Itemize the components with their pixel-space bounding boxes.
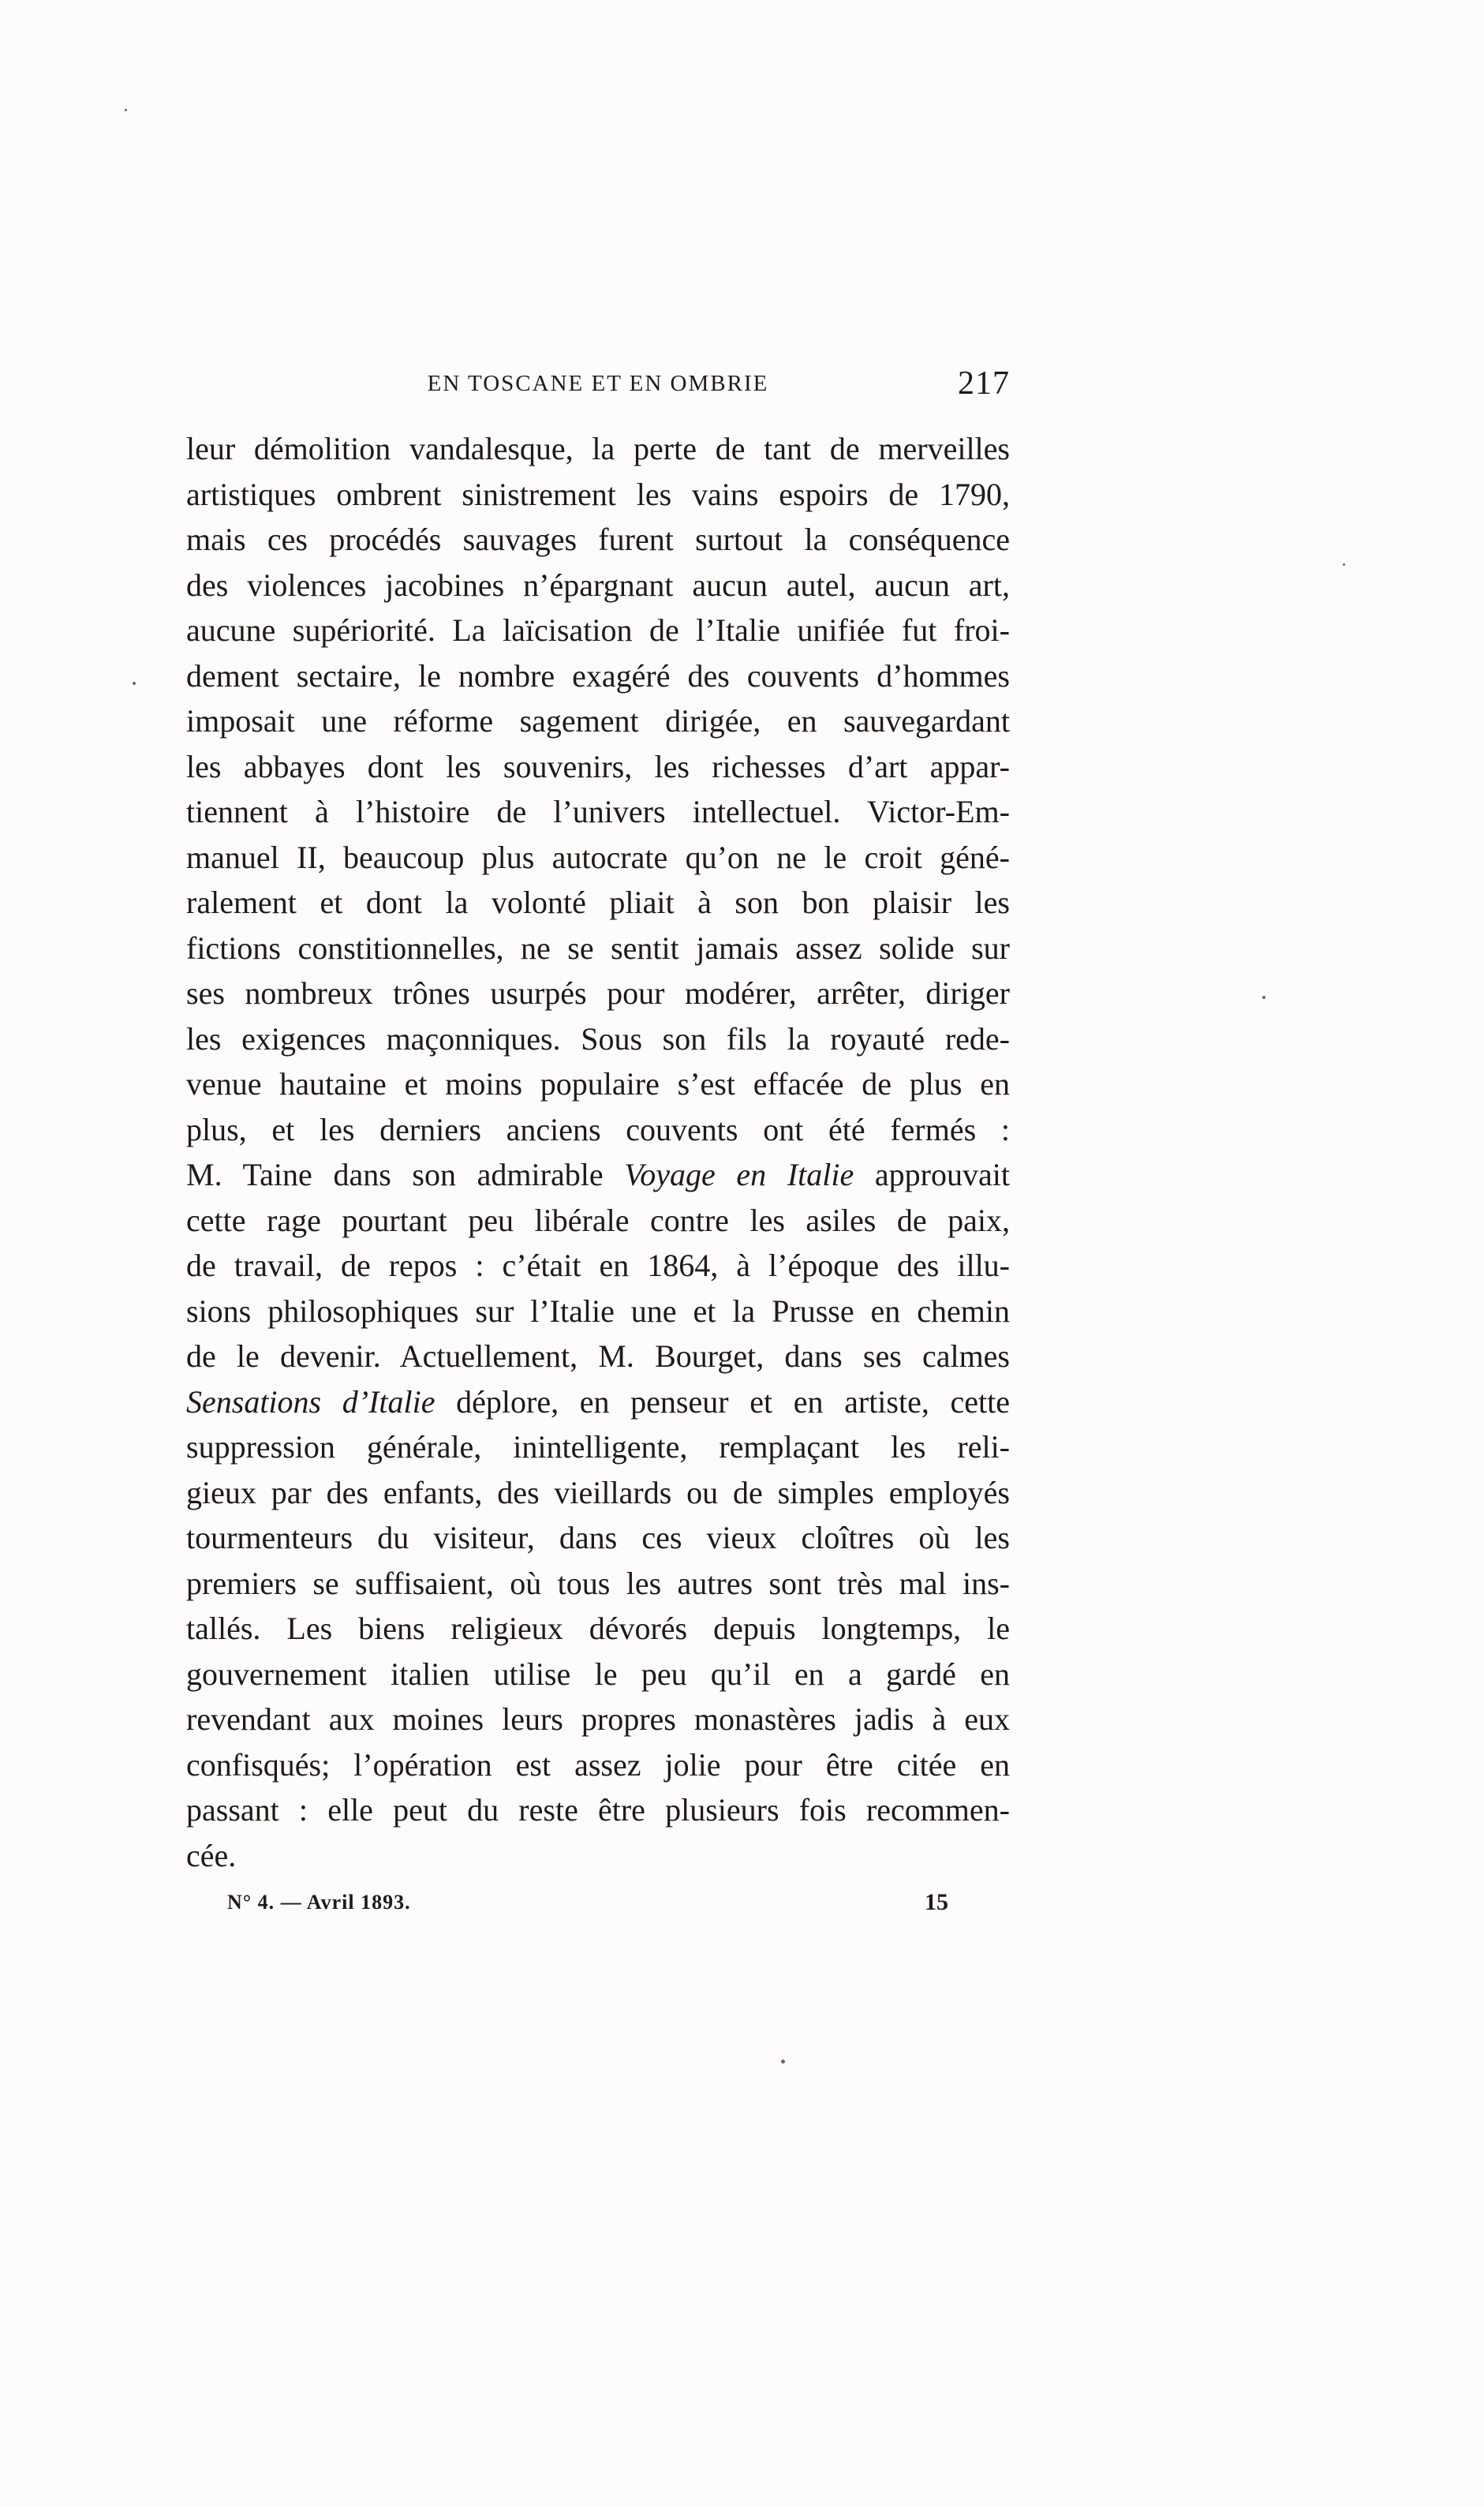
text-line: revendant aux moines leurs propres monastères jadis à eux — [186, 1701, 1010, 1737]
text-line: gieux par des enfants, des vieillards ou de simples employés — [186, 1474, 1010, 1510]
text-line: sions philosophiques sur l’Italie une et la Prusse en chemin — [186, 1293, 1010, 1329]
signature-mark: 15 — [925, 1889, 948, 1915]
text-line: venue hautaine et moins populaire s’est effacée de plus en — [186, 1066, 1010, 1102]
text-line — [186, 1152, 1010, 1198]
running-head — [186, 365, 1010, 412]
text-line: tourmenteurs du visiteur, dans ces vieux cloîtres où les — [186, 1520, 1010, 1555]
text-line: cette rage pourtant peu libérale contre les asiles de paix, — [186, 1202, 1010, 1238]
italic-title: Sensations d’Italie — [186, 1383, 435, 1420]
running-title: EN TOSCANE ET EN OMBRIE — [427, 371, 769, 396]
issue-note: N° 4. — Avril 1893. — [227, 1891, 411, 1914]
text-line: suppression générale, inintelligente, remplaçant les reli- — [186, 1429, 1010, 1465]
text-run: M. Taine dans son admirable — [186, 1157, 625, 1192]
text-line: les abbayes dont les souvenirs, les richesses d’art appar- — [186, 748, 1010, 784]
italic-title: Voyage en Italie — [624, 1157, 854, 1192]
paper-speck — [1262, 996, 1265, 999]
page-footer — [186, 1886, 1010, 1921]
text-line: leur démolition vandalesque, la perte de tant de merveilles — [186, 431, 1010, 466]
text-line: aucune supériorité. La laïcisation de l’Italie unifiée fut froi- — [186, 612, 1010, 648]
text-line: confisqués; l’opération est assez jolie pour être citée en — [186, 1746, 1010, 1783]
text-line: tallés. Les biens religieux dévorés depuis longtemps, le — [186, 1611, 1010, 1646]
text-run: approuvait — [854, 1157, 1010, 1192]
text-line: fictions constitionnelles, ne se sentit jamais assez solide sur — [186, 930, 1010, 966]
paper-speck — [1343, 563, 1345, 566]
text-line: gouvernement italien utilise le peu qu’il en a gardé en — [186, 1656, 1010, 1692]
text-line: des violences jacobines n’épargnant aucun autel, aucun art, — [186, 567, 1010, 603]
text-line: artistiques ombrent sinistrement les vains espoirs de 1790, — [186, 476, 1010, 512]
text-line: premiers se suffisaient, où tous les autres sont très mal ins- — [186, 1565, 1010, 1601]
text-line: manuel II, beaucoup plus autocrate qu’on ne le croit géné- — [186, 839, 1010, 875]
text-line: imposait une réforme sagement dirigée, en sauvegardant — [186, 703, 1010, 739]
text-line — [186, 1379, 1010, 1425]
text-line: de travail, de repos : c’était en 1864, à l’époque des illu- — [186, 1248, 1010, 1283]
page-number: 217 — [958, 365, 1010, 402]
text-line: ses nombreux trônes usurpés pour modérer, arrêter, diriger — [186, 975, 1010, 1011]
paper-speck — [781, 2060, 785, 2064]
text-line: plus, et les derniers anciens couvents ont été fermés : — [186, 1111, 1010, 1147]
text-line: passant : elle peut du reste être plusieurs fois recommen- — [186, 1792, 1010, 1828]
text-line: mais ces procédés sauvages furent surtout la conséquence — [186, 522, 1010, 557]
text-line: ralement et dont la volonté pliait à son bon plaisir les — [186, 885, 1010, 920]
text-line: tiennent à l’histoire de l’univers intellectuel. Victor-Em- — [186, 794, 1010, 829]
paper-speck — [133, 682, 136, 685]
text-line: cée. — [186, 1837, 237, 1873]
body-text — [186, 426, 1010, 1878]
text-line: dement sectaire, le nombre exagéré des couvents d’hommes — [186, 657, 1010, 694]
text-line: de le devenir. Actuellement, M. Bourget, dans ses calmes — [186, 1338, 1010, 1374]
text-run: déplore, en penseur et en artiste, cette — [435, 1383, 1010, 1420]
paper-speck — [125, 109, 127, 111]
text-line: les exigences maçonniques. Sous son fils la royauté rede- — [186, 1020, 1010, 1057]
